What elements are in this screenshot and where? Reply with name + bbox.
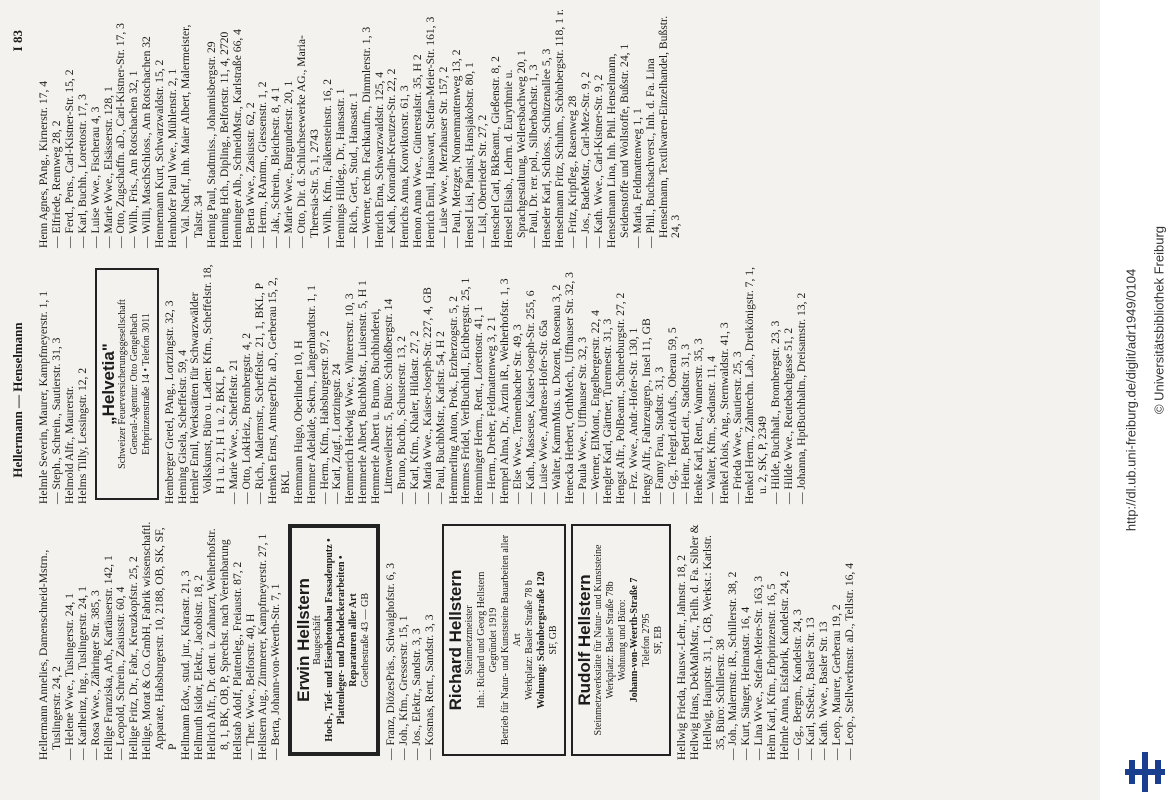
copyright-credit: © Universitätsbibliothek Freiburg [1151, 225, 1167, 415]
page-number: I 83 [10, 30, 25, 52]
directory-entry: — Paul, Metzger, Nonnenmattenweg 13, 2 [450, 49, 463, 248]
advertisement-rudolf [571, 524, 671, 756]
directory-entry: — Kath., Masseuse, Kaiser-Joseph-Str. 255, 6 [524, 290, 537, 504]
ad-helvetia-agency: General-Agentur: Otto Gengelbach [128, 313, 140, 455]
directory-entry: Henselmann Fritz, Schuhm., Schönbergstr. 118, 1 r. [553, 9, 567, 248]
directory-entry: Henn Agnes, PAng., Kirnerstr. 17, 4 [37, 80, 50, 248]
directory-entry: — Johanna, HptBuchhaltn., Dreisamstr. 13, 2 [795, 292, 809, 504]
directory-entry: — Herm., Kfm., Habsburgerstr. 97, 2 [317, 330, 331, 504]
directory-entry: Hengy Alfr., Fahrzeugrep., Insel 11, GB [640, 318, 654, 504]
directory-entry: — Paul, Dr. rer. pol., Silberbachstr. 1, 3 [527, 64, 541, 248]
directory-entry: — Joh., Kfm., Gresserstr. 15, 1 [397, 615, 411, 760]
ad-rudolf-home: Johann-von-Weerth-Straße 7 [628, 577, 640, 703]
directory-entry: — Karl, StSekr., Basler Str. 13 [803, 617, 817, 760]
header-title: Hellermann — Henselmann [10, 322, 25, 478]
directory-entry: — Luise Wwe., Fischerau 4, 3 [88, 106, 102, 248]
directory-entry: — Else Wwe., Tennenbacher Str. 49, 3 [511, 324, 525, 504]
directory-entry: — Marie Wwe., Scheffelstr. 21 [227, 359, 241, 504]
directory-entry: Henke Karl, Rent., Wannerstr. 35, 3 [691, 338, 705, 504]
advertisement-helvetia [95, 268, 159, 500]
directory-entry: Heming Gisela, Scheffelstr. 59, 4 [175, 349, 189, 504]
ad-richard-founded: Gegründet 1919 [487, 607, 499, 673]
ad-helvetia-sub: Schweizer Feuerversicherungsgesellschaft [116, 299, 128, 469]
directory-entry: — Jak., Schrein., Bleichestr. 8, 4 1 [269, 87, 283, 248]
directory-column-3 [38, 8, 683, 248]
ad-erwin-services: Hoch-, Tief- und Eisenbetonbau Fassadenputz • Plattenleger- und Dachdeckerarbeiten • Reparaturen aller Art [324, 538, 360, 742]
ad-rudolf-sub: Steinmetzwerkstätte für Natur- und Kunststeine [592, 544, 604, 736]
directory-entry: — Wilh., Kfm., Falkensteinstr. 16, 2 [320, 78, 334, 248]
directory-entry: Hemmann Hugo, Oberlinden 10, H [291, 340, 305, 504]
directory-entry: — Helene Wwe., Tuslingerstr. 24, 1 [62, 593, 76, 760]
directory-entry: Hemken Ernst, AmtsgerDir. aD., Gerberau 15, 2, BKL [265, 277, 292, 504]
directory-entry: — Hilde, Buchhalt., Brombergstr. 23, 3 [769, 320, 783, 504]
directory-entry: — Frz. Wwe., Andr.-Hofer-Str. 130, 1 [627, 327, 641, 504]
directory-entry: — Elfriede, Rennweg 28, 2 [49, 120, 63, 248]
directory-entry: — Paula Wwe., Uffhauser Str. 32, 3 [575, 336, 589, 504]
ad-richard-sub: Steinmetzmeister [463, 605, 475, 675]
directory-entry: Henninger Alb., SchneidMstr., Karlstraße 66, 4 [230, 29, 244, 248]
directory-entry: Hennhofer Paul Wwe., Mühlenstr. 2, 1 [166, 68, 180, 248]
directory-entry: Hellige Fritz, Dr., Fabr., Kreuzkopfstr. 25, 2 [127, 556, 141, 760]
directory-entry: Hellmuth Isidor, Elektr., Jacobistr. 18, 2 [191, 574, 205, 760]
directory-entry: Henrich Erna, Schwarzwaldstr. 125, 4 [372, 71, 386, 248]
directory-entry: Hellmann Edw., stud. jur., Klarastr. 21, 3 [178, 570, 192, 760]
directory-entry: Henning Hch., Dipling., Belfortstr. 11, 4, 2720 [217, 31, 231, 248]
directory-entry: Hellwig Frieda, Hausw.-Lehr., Jahnstr. 18, 2 [674, 554, 688, 760]
directory-entry: Henseler Karl, Schloss., Schützenallee 5, 3 [540, 48, 554, 248]
directory-entry: — Leop., Maurer, Gerberau 19, 2 [829, 604, 843, 760]
directory-entry: Hemler Emil, Werkstätten für Schwarzwälder Volkskunst, Büro u. Laden: Kfm., Scheffelstr. 18, H 1 u. 21, H 1 u. 2, BKL, P [188, 264, 228, 504]
directory-entry: — Kath. Wwe., Basler Str. 13 [816, 621, 830, 760]
ad-richard-workshop: Werkplatz: Basler Straße 78 b [523, 580, 535, 700]
directory-entry: — Kosmas, Rent., Sandstr. 3, 3 [422, 614, 436, 760]
directory-entry: Hemmer Adelaide, Sekrn., Längenhardtstr. 1, 1 [304, 285, 318, 504]
directory-entry: — Rich., Gert., Stud., Hansastr. 1 [346, 92, 360, 248]
directory-entry: — Paul, BuchbMstr., Karlstr. 54, H 2 [433, 331, 447, 504]
directory-entry: Henkel Alois, Ang., Sternwaldstr. 41, 3 [717, 322, 731, 504]
directory-entry: — Willi, MaschSchloss., Am Rotschachen 32 [140, 36, 154, 248]
ad-erwin-address: Goethestraße 43 — GB [360, 592, 372, 688]
directory-entry: Hemmerle Albert u. Bruno, Buchbinderei, Littenweilerstr. 5, Büro: Schloßbergstr. 14 [369, 298, 396, 504]
directory-entry: — Jos., BadeMstr., Carl-Mez-Str. 9, 2 [579, 71, 593, 248]
directory-entry: — Karl, Zugf., Lortzingstr. 24 [330, 363, 344, 504]
directory-entry: — Franz, DiözesPräs., Schwaighofstr. 6, 3 [384, 562, 398, 760]
directory-entry: — Lisl, Oberrieder Str. 27, 2 [475, 114, 489, 248]
directory-entry: Hennings Hildeg., Dr., Hansastr. 1 [333, 88, 347, 248]
directory-entry: — Phil., Buchsachverst., Inh. d. Fa. Lina Henselmann, Textilwaren-Einzelhandel, Bußstr. 24, 3 [643, 15, 683, 248]
directory-entry: — Bruno, Buchb., Schusterstr. 13, 2 [394, 335, 408, 504]
directory-entry: — Marie Wwe., Elsässerstr. 128, 1 [101, 86, 115, 248]
directory-entry: Helm Karl, Kfm., Erbprinzenstr. 16, 5 [765, 583, 779, 760]
directory-entry: — Walter, Kfm., Sedanstr. 11, 4 [704, 355, 718, 504]
advertisement-erwin [288, 524, 380, 756]
directory-entry: — Maria Wwe., Kaiser-Joseph-Str. 227, 4, GB [420, 287, 434, 504]
directory-entry: — Herm., RAmtm., Giessenstr. 1, 2 [256, 81, 270, 248]
directory-entry: Hengler Karl, Gärtner, Turennestr. 31, 3 [601, 318, 615, 504]
directory-entry: — Frieda Wwe., Sautierstr. 25, 3 [730, 351, 744, 504]
directory-entry: — Kurt, Sänger, Heimatstr. 16, 4 [739, 606, 753, 760]
directory-entry: — Ferd., Pens., Carl-Kistner-Str. 15, 2 [62, 69, 76, 248]
directory-entry: Henschel Carl, BkBeamt., Gießenstr. 8, 2 [488, 56, 502, 248]
directory-entry: — Rich., Malermstr., Scheffelstr. 21, 1, BKL, P [252, 282, 266, 504]
directory-entry: — Heinr., BetrLeit., Stadtstr. 31, 3 [678, 343, 692, 504]
directory-entry: — Werner, ElMont., Engelbergerstr. 22, 4 [588, 310, 602, 504]
directory-entry: Hemmerle Albert, BuchbMstr., Luisenstr. 5, H 1 [356, 280, 370, 504]
directory-entry: — Otto, Dir. d. Schluchseewerke AG., Maria-Theresia-Str. 5, 1, 2743 [295, 35, 322, 248]
directory-entry: — Maria, Feldmattenweg 1, 1 [630, 108, 644, 248]
directory-entry: — Berta, Johann-von-Weerth-Str. 7, 1 [269, 583, 283, 760]
directory-entry: Hensel Elisab., Lehrn. d. Eurythmie u. Sprachgestaltung, Wellersbachweg 20, 1 [501, 50, 528, 248]
directory-entry: — Kath., Konradin-Kreutzer-Str. 22, 2 [385, 68, 399, 248]
directory-entry: — Otto, Zugschaffn. aD., Carl-Kistner-Str. 17, 3 [114, 23, 128, 248]
directory-entry: — Karl, Buchh., Lorettostr. 17, 3 [75, 94, 89, 248]
directory-entry: Henkel Herm., Zahntechn. Lab., Dreikönigstr. 7, 1, u. 2, SK, P, 2349 [743, 267, 770, 504]
source-url-link[interactable]: http://dl.ub.uni-freiburg.de/diglit/adr1949/0104 [1123, 268, 1139, 532]
directory-entry: — Karl, Kfm., Khaler, Hildastr. 27, 2 [407, 330, 421, 504]
directory-entry: Hemmerling Anton, Prok., Erzherzogstr. 5, 2 [446, 295, 460, 504]
directory-entry: — Ther. Wwe., Belforstr. 40, H [243, 613, 257, 760]
ad-richard-codes: SF, GB [547, 625, 559, 655]
directory-entry: — Gg., TelegrLeitAufs., Oberau 59, 5 [665, 327, 679, 504]
directory-entry: Helmle Severin, Maurer, Kampfmeyerstr. 1, 1 [37, 291, 50, 504]
ad-helvetia-address: Erbprinzenstraße 14 • Telefon 3011 [140, 313, 152, 455]
directory-entry: — Luise Wwe., Merzhauser Str. 157, 2 [437, 66, 451, 248]
directory-entry: — Leopold, Schrein., Zasiusstr. 60, 4 [114, 586, 128, 760]
ad-erwin-name: Erwin Hellstern [294, 578, 314, 702]
directory-entry: — Hilde Wwe., Reutebachgasse 51, 2 [782, 327, 796, 504]
directory-entry: Hemberger Gretel, PAng., Lortzingstr. 32, 3 [162, 300, 176, 504]
directory-entry: — Jos., Elektr., Sandstr. 3, 3 [410, 628, 424, 760]
ad-rudolf-workshop: Werkplatz: Basler Straße 78b [604, 581, 616, 699]
directory-entry: Henrich Emil, Hauswart, Stefan-Meier-Str. 161, 3 [424, 16, 438, 248]
directory-entry: — Steph., Schrein., Sautierstr. 31, 3 [49, 337, 63, 504]
directory-entry: — Gg., Bergm., Kandelstr. 24, 3 [791, 609, 804, 760]
directory-column-2 [38, 264, 809, 504]
directory-entry: Hennig Paul, Stadtmiss., Johannisbergstr. 29 [204, 41, 218, 248]
directory-entry: Helmold Alfr., Maurerstr. [62, 385, 76, 504]
ad-helvetia-name: „Helvetia" [98, 343, 118, 425]
directory-entry: Henecka Herbert, OrthMech., Uffhauser Str. 32, 3 [562, 272, 576, 504]
directory-entry: — Marie Wwe., Burgunderstr. 20, 1 [282, 80, 296, 248]
directory-entry: Henrichs Anna, Konviktorstr. 61, 3 [398, 85, 412, 248]
directory-entry: — Leop., Stellwerkmstr. aD., Tellstr. 16, 4 [842, 562, 856, 760]
directory-entry: Hellige Franziska, Arb., Kartäuserstr. 142, 1 [101, 555, 115, 760]
directory-entry: Hempel Alma, Dr., Ärztin iR., Weiherhofstr. 1, 3 [498, 278, 512, 504]
directory-entry: Henselmann Lina, Inh. Phil. Henselmann, Seidenstoffe und Wollstoffe, Bußstr. 24, 1 [604, 43, 631, 248]
directory-entry: — Luise Wwe., Andreas-Hofer-Str. 65a [536, 319, 550, 504]
directory-entry: — Werner, techn. Fachkaufm., Dimmlerstr. 1, 3 [359, 26, 373, 248]
directory-entry: Hellige, Morat & Co. GmbH, Fabrik wissenschaftl. Apparate, Habsburgerstr. 10, 2188, OB, SK, SF, P [140, 521, 180, 760]
ad-rudolf-name: Rudolf Hellstern [574, 574, 594, 706]
directory-entry: — Lina Wwe., Stefan-Meier-Str. 163, 3 [752, 575, 766, 760]
ad-rudolf-home_label: Wohnung und Büro: [616, 599, 628, 681]
directory-entry: Hemmes Fridel, VerlBuchhdl., Eichbergstr. 25, 1 [459, 277, 473, 504]
directory-entry: Hellstern Aug., Zimmerer, Kampfmeyerstr. 27, 1 [256, 533, 270, 760]
directory-entry: Hellermann Annelies, Damenschneid-Mstrn., Tuslingerstr. 24, 2 [37, 549, 63, 760]
directory-entry: — Val. Nachf., Inh. Maier Albert, Malermeister, Talstr. 34 [178, 24, 205, 248]
directory-entry: Helms Tilly, Lessingstr. 12, 2 [75, 367, 89, 504]
directory-entry: Helmle Anna, Eisfabrik, Kandelstr. 24, 2 [778, 570, 792, 760]
page-header [10, 30, 30, 770]
directory-entry: — Fanny Frau, Stadtstr. 31, 3 [653, 366, 667, 504]
directory-entry: Hellstab Adolf, Plattenleg., Freiaustr. 87, 2 [230, 561, 244, 760]
directory-entry: Hengst Alfr., PolBeamt., Schneeburgstr. 27, 2 [614, 292, 628, 504]
ad-richard-owners: Inh.: Richard und Georg Hellstern [475, 571, 487, 709]
ad-richard-name: Richard Hellstern [445, 569, 465, 711]
directory-entry: Hellrich Alfr., Dr. dent. u. Zahnarzt, Weiherhofstr. 8, 1, BK, OB, P, Sprechst. nach Vereinbarung [204, 528, 231, 760]
directory-entry: — Karlheinz, Ing., Tuslingerstr. 24, 1 [75, 586, 89, 760]
directory-entry: — Walter, KammMus. u. Dozent, Rosenau 3, 2 [549, 284, 563, 504]
advertisement-richard [442, 524, 566, 756]
directory-entry: — Herm., Dreher, Feldmattenweg 3, 2 1 [485, 316, 499, 504]
directory-entry: Henon Anna Wwe., Günterstalstr. 35, H 2 [411, 54, 425, 248]
directory-entry: Hellwig Hans, DekMalMstr., Teilh. d. Fa. Sibler & Hellwig, Hauptstr. 31, 1, GB, Werkst.: Karlstr. 35, Büro: Schillerstr. 38 [687, 524, 727, 760]
directory-entry: Hemminger Herm., Rent., Lorettostr. 41, 1 [472, 305, 486, 504]
directory-entry: — Otto, LokHeiz., Brombergstr. 4, 2 [240, 332, 254, 504]
ad-richard-business: Betrieb für Natur- und Kunststeine Bauarbeiten aller Art [499, 534, 523, 746]
directory-column-1 [38, 520, 857, 760]
directory-entry: — Rosa Wwe., Zähringer Str. 385, 3 [88, 590, 102, 760]
ad-erwin-sub: Baugeschäft [312, 615, 324, 665]
directory-entry: — Wilh., Fris., Am Rotschachen 32, 1 [127, 70, 141, 248]
ad-rudolf-phone: Telefon 2795 [640, 613, 652, 667]
ad-richard-home: Wohnung: Schönbergstraße 120 [535, 571, 547, 709]
ad-rudolf-codes: SF, EB [652, 625, 664, 655]
directory-entry: Hensel Lisi, Pianist, Hansjakobstr. 80, 1 [462, 62, 476, 248]
directory-entry: Hennemann Kurt, Schwarzwaldstr. 15, 2 [153, 59, 167, 248]
directory-entry: — Joh., Malermstr. iR., Schillerstr. 38, 2 [726, 571, 740, 760]
directory-entry: Hemmerich Hedwig Wwe., Wintererstr. 10, 3 [343, 293, 357, 504]
library-logo-icon [1125, 752, 1165, 792]
directory-entry: — Fritz, Kripfleg., Rasenweg 28 [566, 95, 580, 248]
directory-entry: — Berta Wwe., Zasiusstr. 62, 2 [243, 102, 257, 248]
directory-entry: — Kath. Wwe., Carl-Kistner-Str. 9, 2 [591, 74, 605, 248]
